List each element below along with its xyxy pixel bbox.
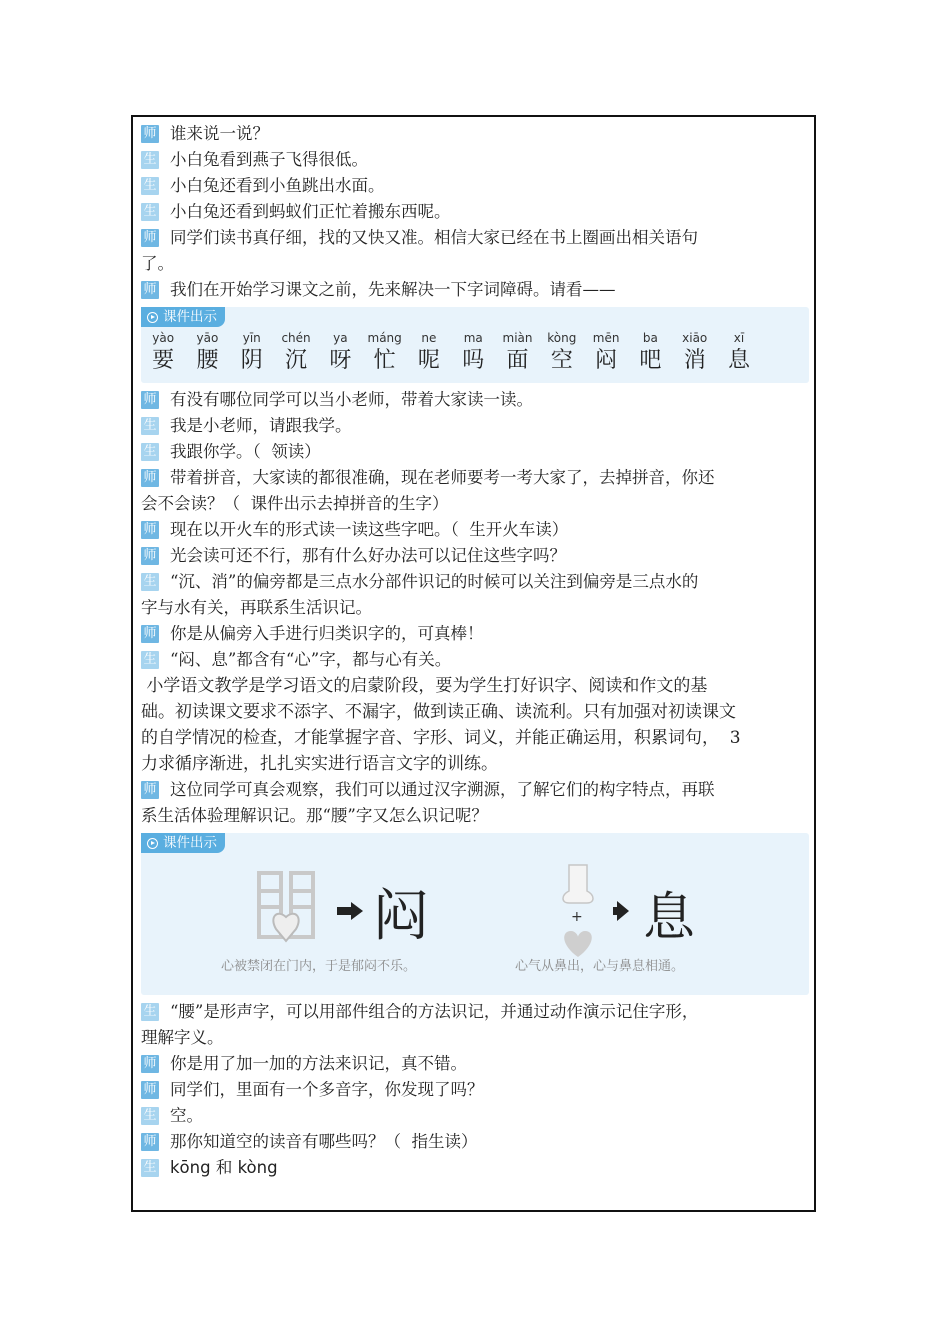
character-cell: [230, 329, 274, 375]
teacher-badge: 师: [141, 281, 159, 299]
dialogue-line: 生 “沉、消”的偏旁都是三点水分部件识记的时候可以关注到偏旁是三点水的 字与水有关，再联系生活识记。: [141, 572, 699, 617]
character-cell: [540, 329, 584, 375]
character-cell: [274, 329, 318, 375]
courseware-panel-pinyin: [141, 307, 809, 383]
dialogue-line: 师 有没有哪位同学可以当小老师，带着大家读一读。: [141, 387, 809, 413]
courseware-panel-etymology: [141, 833, 809, 995]
character-cell: [495, 329, 539, 375]
dialogue-line: 师 同学们读书真仔细，找的又快又准。相信大家已经在书上圈画出相关语句 了。: [141, 228, 698, 273]
pinyin-label: xiāo: [682, 331, 708, 345]
courseware-tag: 课件出示: [141, 833, 225, 853]
arrow-right-icon: [337, 902, 363, 920]
character-cell: [673, 329, 717, 375]
character-cell: [584, 329, 628, 375]
commentary-paragraph: 小学语文教学是学习语文的启蒙阶段，要为学生打好识字、阅读和作文的基 础。初读课文要求不添字、不漏字，做到读正确、读流利。只有加强对初读课文 的自学情况的检查，才能掌握字音、字形、词义，并能正确运用，积累词句， 3 力求循序渐进，扎扎实实进行语言文字的训练。: [141, 676, 741, 774]
ancient-glyph-xi: 息: [643, 888, 696, 948]
hanzi-label: 腰: [196, 348, 219, 373]
dialogue-line: 师 谁来说一说？: [141, 121, 809, 147]
hanzi-label: 呀: [329, 348, 352, 373]
student-badge: 生: [141, 1003, 159, 1021]
pinyin-label: miàn: [502, 331, 533, 345]
character-cell: [362, 329, 406, 375]
dialogue-line-final: 生 kōng 和 kòng: [141, 1155, 809, 1181]
teacher-badge: 师: [141, 469, 159, 487]
character-cell: [407, 329, 451, 375]
hanzi-label: 阴: [240, 348, 263, 373]
play-icon: [147, 312, 158, 323]
dialogue-line: 师 你是从偏旁入手进行归类识字的，可真棒！: [141, 621, 809, 647]
student-badge: 生: [141, 443, 159, 461]
door-heart-image: [259, 873, 313, 941]
teacher-badge: 师: [141, 781, 159, 799]
pinyin-label: kòng: [547, 331, 577, 345]
pinyin-label: ba: [642, 331, 658, 345]
hanzi-label: 沉: [285, 348, 308, 373]
hanzi-label: 闷: [595, 348, 618, 373]
student-badge: 生: [141, 203, 159, 221]
plus-icon: +: [571, 909, 583, 925]
dialogue-line: 生 小白兔还看到蚂蚁们正忙着搬东西呢。: [141, 199, 809, 225]
student-badge: 生: [141, 1159, 159, 1177]
dialogue-block-d: [141, 999, 809, 1155]
ancient-glyph-men: 闷: [373, 884, 429, 949]
character-list: [141, 329, 801, 375]
character-cell: [185, 329, 229, 375]
teacher-badge: 师: [141, 125, 159, 143]
dialogue-line: 生 小白兔看到燕子飞得很低。: [141, 147, 809, 173]
pinyin-label: yīn: [242, 331, 261, 345]
caption-right: 心气从鼻出，心与鼻息相通。: [515, 959, 685, 974]
teacher-badge: 师: [141, 391, 159, 409]
character-cell: [628, 329, 672, 375]
caption-left: 心被禁闭在门内，于是郁闷不乐。: [221, 959, 417, 974]
character-cell: [717, 329, 761, 375]
teacher-badge: 师: [141, 229, 159, 247]
dialogue-line: 师 这位同学可真会观察，我们可以通过汉字溯源，了解它们的构字特点，再联 系生活体验理解识记。那“腰”字又怎么识记呢？: [141, 780, 715, 825]
hanzi-label: 要: [152, 348, 175, 373]
dialogue-block-b: [141, 387, 809, 673]
hanzi-label: 忙: [373, 348, 396, 373]
hanzi-label: 息: [728, 348, 751, 373]
dialogue-line: 师 光会读可还不行，那有什么好办法可以记住这些字吗？: [141, 543, 809, 569]
pinyin-label: ne: [421, 331, 437, 345]
courseware-tag: 课件出示: [141, 307, 225, 327]
hanzi-label: 呢: [417, 348, 440, 373]
dialogue-line: 师 现在以开火车的形式读一读这些字吧。（ 生开火车读）: [141, 517, 809, 543]
student-badge: 生: [141, 573, 159, 591]
student-badge: 生: [141, 417, 159, 435]
pinyin-label: chén: [281, 331, 311, 345]
teacher-badge: 师: [141, 625, 159, 643]
student-badge: 生: [141, 151, 159, 169]
dialogue-line: 生 空。: [141, 1103, 809, 1129]
pinyin-label: máng: [367, 331, 402, 345]
dialogue-block-a: [141, 121, 809, 303]
student-badge: 生: [141, 177, 159, 195]
lesson-content: [141, 121, 809, 1181]
teacher-badge: 师: [141, 547, 159, 565]
nose-heart-image: [563, 865, 593, 957]
dialogue-line: 师 那你知道空的读音有哪些吗？（ 指生读）: [141, 1129, 809, 1155]
teacher-badge: 师: [141, 1133, 159, 1151]
teacher-badge: 师: [141, 521, 159, 539]
pinyin-label: xī: [733, 331, 745, 345]
student-badge: 生: [141, 651, 159, 669]
arrow-right-icon: [613, 901, 629, 921]
character-cell: [451, 329, 495, 375]
teacher-badge: 师: [141, 1055, 159, 1073]
dialogue-line: 师 你是用了加一加的方法来识记，真不错。: [141, 1051, 809, 1077]
hanzi-label: 吗: [462, 348, 485, 373]
dialogue-line: 师 我们在开始学习课文之前，先来解决一下字词障碍。请看——: [141, 277, 809, 303]
dialogue-line: 生 “腰”是形声字，可以用部件组合的方法识记，并通过动作演示记住字形， 理解字义。: [141, 1002, 699, 1047]
dialogue-line: 师 带着拼音，大家读的都很准确，现在老师要考一考大家了，去掉拼音，你还 会不会读？（ 课件出示去掉拼音的生字）: [141, 468, 715, 513]
dialogue-line: 生 我是小老师，请跟我学。: [141, 413, 809, 439]
dialogue-line: 生 我跟你学。（ 领读）: [141, 439, 809, 465]
hanzi-label: 消: [683, 348, 706, 373]
hanzi-label: 空: [550, 348, 573, 373]
pinyin-label: yāo: [196, 331, 219, 345]
character-cell: [318, 329, 362, 375]
dialogue-line: 生 “闷、息”都含有“心”字，都与心有关。: [141, 647, 809, 673]
dialogue-line: 生 小白兔还看到小鱼跳出水面。: [141, 173, 809, 199]
hanzi-label: 面: [506, 348, 529, 373]
pinyin-label: mēn: [592, 331, 620, 345]
character-cell: [141, 329, 185, 375]
lesson-table-frame: [131, 115, 816, 1212]
pinyin-label: yào: [152, 331, 175, 345]
pinyin-label: ya: [333, 331, 348, 345]
dialogue-block-c: [141, 777, 809, 829]
hanzi-label: 吧: [639, 348, 662, 373]
teacher-badge: 师: [141, 1081, 159, 1099]
pinyin-label: ma: [463, 331, 483, 345]
student-badge: 生: [141, 1107, 159, 1125]
dialogue-line: 师 同学们，里面有一个多音字，你发现了吗？: [141, 1077, 809, 1103]
